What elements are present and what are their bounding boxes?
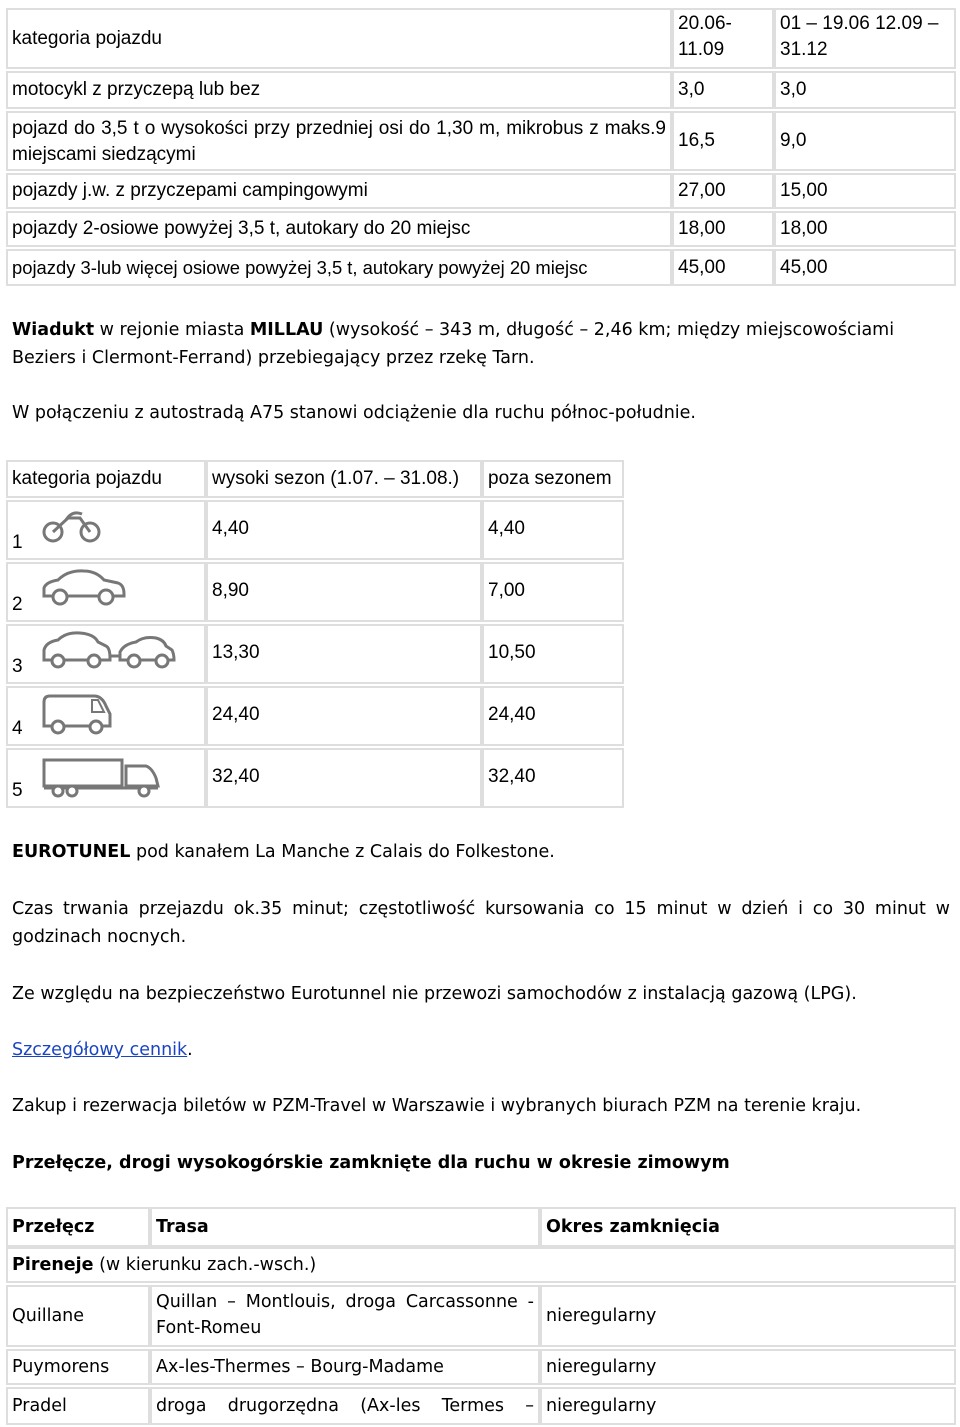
table-row-value: 32,40 xyxy=(482,748,624,808)
motorcycle-icon xyxy=(40,508,104,544)
category-number: 1 xyxy=(12,532,23,553)
table-row-value: 45,00 xyxy=(774,249,956,286)
passes-header-route: Trasa xyxy=(150,1207,540,1247)
t2-category-cell xyxy=(6,562,206,622)
passes-header-pass: Przełęcz xyxy=(6,1207,150,1247)
category-number: 2 xyxy=(12,594,23,615)
millau-bold: Wiadukt xyxy=(12,320,95,340)
table-row-value: 32,40 xyxy=(206,748,482,808)
table-row-value: 4,40 xyxy=(206,500,482,560)
truck-icon xyxy=(40,756,164,800)
car-with-trailer-icon xyxy=(40,630,178,672)
van-icon xyxy=(40,692,114,736)
table-row-value: 10,50 xyxy=(482,624,624,684)
table-row-pass: Puymorens xyxy=(6,1349,150,1385)
price-list-link[interactable]: Szczegółowy cennik xyxy=(12,1040,188,1060)
booking-paragraph: Zakup i rezerwacja biletów w PZM-Travel w Warszawie i wybranych biurach PZM na terenie kraju. xyxy=(12,1096,862,1116)
millau-text-b: (wysokość – 343 m, długość – 2,46 km; między miejscowościami Beziers i Clermont-Ferrand) przebiegający przez rzekę Tarn. xyxy=(12,320,895,368)
table-row-route: Ax-les-Thermes – Bourg-Madame xyxy=(150,1349,540,1385)
t1-header-col1: 20.06-11.09 xyxy=(672,8,774,69)
table-row-value: 45,00 xyxy=(672,249,774,286)
table-row-value: 3,0 xyxy=(672,71,774,109)
t2-category-cell xyxy=(6,748,206,808)
price-list-link-tail: . xyxy=(187,1040,193,1060)
table-row-pass: Pradel xyxy=(6,1387,150,1425)
eurotunel-text: pod kanałem La Manche z Calais do Folkestone. xyxy=(130,842,555,862)
eurotunel-bold: EUROTUNEL xyxy=(12,842,131,862)
t1-header-category: kategoria pojazdu xyxy=(6,8,672,69)
category-number: 3 xyxy=(12,656,23,677)
passes-header-closure: Okres zamknięcia xyxy=(540,1207,956,1247)
table-row-route: droga drugorzędna (Ax-les Termes – xyxy=(150,1387,540,1425)
category-number: 5 xyxy=(12,780,23,801)
table-row-closure: nieregularny xyxy=(540,1349,956,1385)
table-row-value: 3,0 xyxy=(774,71,956,109)
table-row-value: 13,30 xyxy=(206,624,482,684)
table-row-pass: Quillane xyxy=(6,1285,150,1347)
table-row-value: 24,40 xyxy=(482,686,624,746)
passes-heading: Przełęcze, drogi wysokogórskie zamknięte dla ruchu w okresie zimowym xyxy=(12,1153,730,1173)
region-name: Pireneje xyxy=(12,1255,94,1275)
table-row-value: 9,0 xyxy=(774,111,956,171)
t2-header-high-season: wysoki sezon (1.07. – 31.08.) xyxy=(206,460,482,498)
table-row-label: pojazdy 3-lub więcej osiowe powyżej 3,5 t, autokary powyżej 20 miejsc xyxy=(6,249,672,286)
table-row-label: motocykl z przyczepą lub bez xyxy=(6,71,672,109)
eurotunel-lpg: Ze względu na bezpieczeństwo Eurotunnel nie przewozi samochodów z instalacją gazową (LPG). xyxy=(12,984,857,1004)
table-row-label: pojazdy 2-osiowe powyżej 3,5 t, autokary do 20 miejsc xyxy=(6,211,672,247)
table-row-label: pojazdy j.w. z przyczepami campingowymi xyxy=(6,173,672,209)
millau-paragraph xyxy=(12,316,950,372)
table-row-value: 24,40 xyxy=(206,686,482,746)
table-row-value: 18,00 xyxy=(672,211,774,247)
t1-header-col2: 01 – 19.06 12.09 – 31.12 xyxy=(774,8,956,69)
table-row-value: 15,00 xyxy=(774,173,956,209)
table-row-value: 8,90 xyxy=(206,562,482,622)
price-list-line xyxy=(12,1036,950,1064)
table-row-value: 4,40 xyxy=(482,500,624,560)
car-icon xyxy=(40,568,126,608)
table-row-label: pojazd do 3,5 t o wysokości przy przedniej osi do 1,30 m, mikrobus z maks.9 miejscami siedzącymi xyxy=(6,111,672,171)
millau-a75-paragraph: W połączeniu z autostradą A75 stanowi odciążenie dla ruchu północ-południe. xyxy=(12,403,696,423)
millau-city: MILLAU xyxy=(249,320,324,340)
category-number: 4 xyxy=(12,718,23,739)
table-row-value: 16,5 xyxy=(672,111,774,171)
passes-region-row xyxy=(6,1247,956,1283)
eurotunel-paragraph xyxy=(12,838,950,866)
t2-category-cell xyxy=(6,624,206,684)
table-row-value: 27,00 xyxy=(672,173,774,209)
millau-text-a: w rejonie miasta xyxy=(94,320,250,340)
eurotunel-duration: Czas trwania przejazdu ok.35 minut; częstotliwość kursowania co 15 minut w dzień i co 30 minut w godzinach nocnych. xyxy=(12,899,950,947)
table-row-route: Quillan – Montlouis, droga Carcassonne - Font-Romeu xyxy=(150,1285,540,1347)
table-row-closure: nieregularny xyxy=(540,1387,956,1425)
t2-category-cell xyxy=(6,686,206,746)
table-row-closure: nieregularny xyxy=(540,1285,956,1347)
table-row-value: 7,00 xyxy=(482,562,624,622)
t2-category-cell xyxy=(6,500,206,560)
t2-header-category: kategoria pojazdu xyxy=(6,460,206,498)
t2-header-off-season: poza sezonem xyxy=(482,460,624,498)
region-direction: (w kierunku zach.-wsch.) xyxy=(93,1255,317,1275)
table-row-value: 18,00 xyxy=(774,211,956,247)
